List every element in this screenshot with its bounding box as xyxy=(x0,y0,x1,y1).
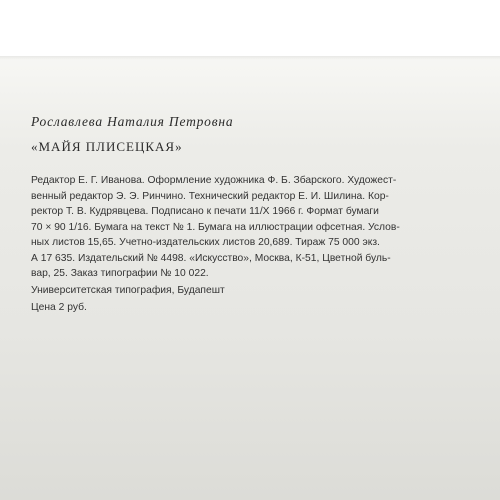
book-title: «МАЙЯ ПЛИСЕЦКАЯ» xyxy=(31,139,183,154)
imprint-line: вар, 25. Заказ типографии № 10 022. xyxy=(31,268,209,279)
printer-name: Университетская типография, Будапешт xyxy=(31,285,225,296)
top-white-strip xyxy=(0,0,500,56)
imprint-line: 70 × 90 1/16. Бумага на текст № 1. Бумага на иллюстрации офсетная. Услов- xyxy=(31,221,400,233)
imprint-line: ректор Т. В. Кудрявцева. Подписано к печати 11/X 1966 г. Формат бумаги xyxy=(31,206,379,217)
imprint-line: Редактор Е. Г. Иванова. Оформление художника Ф. Б. Збарского. Художест- xyxy=(31,175,397,186)
price-text: Цена 2 руб. xyxy=(31,302,87,313)
imprint-line: ных листов 15,65. Учетно-издательских листов 20,689. Тираж 75 000 экз. xyxy=(31,237,380,248)
author-name: Рославлева Наталия Петровна xyxy=(31,114,234,129)
imprint-line: А 17 635. Издательский № 4498. «Искусство», Москва, К-51, Цветной буль- xyxy=(31,252,391,264)
imprint-line: венный редактор Э. Э. Ринчино. Технический редактор Е. И. Шилина. Кор- xyxy=(31,190,389,202)
imprint-block xyxy=(31,173,464,282)
